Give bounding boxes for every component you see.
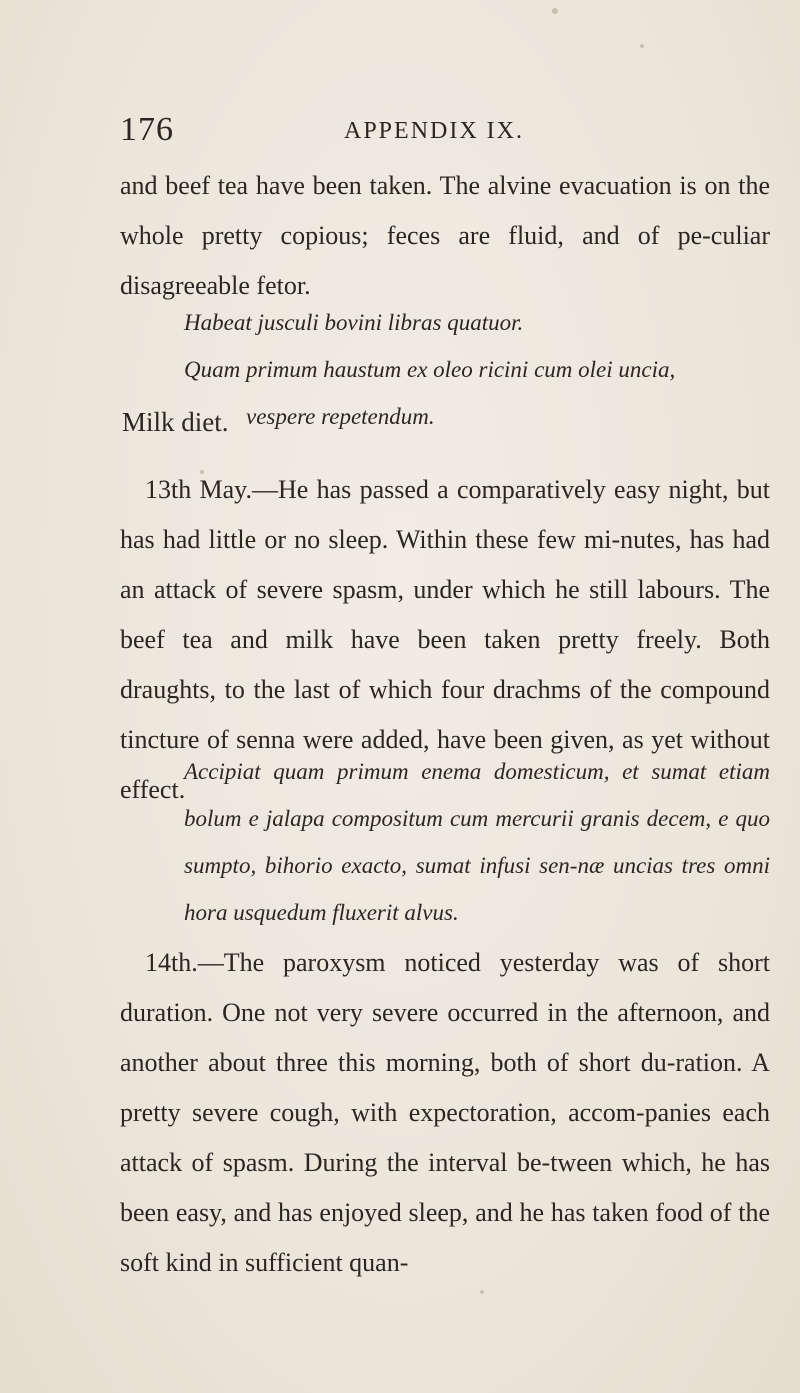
page-header [120, 108, 760, 152]
paragraph-1: and beef tea have been taken. The alvine evacuation is on the whole pretty copious; feces are fluid, and of pe-culiar disagreeable fetor. [120, 171, 770, 300]
section-heading: Milk diet. [122, 407, 229, 437]
prescription-2 [184, 748, 770, 936]
prescription-1 [184, 299, 770, 440]
prescription-1-line-1: Habeat jusculi bovini libras quatuor. [184, 310, 524, 335]
paper-spot [640, 44, 644, 48]
paragraph-2: 13th May.—He has passed a comparatively easy night, but has had little or no sleep. Within these few mi-nutes, has had an attack of severe spasm, under which he still labours. The beef tea and milk have been taken pretty freely. Both draughts, to the last of which four drachms of the compound tincture of senna were added, have been given, as yet without effect. [120, 475, 770, 804]
prescription-1-line-2: Quam primum haustum ex oleo ricini cum olei uncia, [184, 357, 676, 382]
page-number: 176 [120, 111, 174, 148]
prescription-2-text: Accipiat quam primum enema domesticum, et sumat etiam bolum e jalapa compositum cum mercurii granis decem, e quo sumpto, bihorio exacto, sumat infusi sen-næ uncias tres omni hora usquedum fluxerit alvus. [184, 759, 770, 925]
paper-spot [480, 1290, 484, 1294]
prescription-1-line-3: vespere repetendum. [246, 404, 435, 429]
paper-spot [552, 8, 558, 14]
paragraph-3: 14th.—The paroxysm noticed yesterday was of short duration. One not very severe occurred in the afternoon, and another about three this morning, both of short du-ration. A pretty severe cough, with expectoration, accom-panies each attack of spasm. During the interval be-tween which, he has been easy, and has enjoyed sleep, and he has taken food of the soft kind in sufficient quan- [120, 948, 770, 1277]
running-head: APPENDIX IX. [344, 118, 524, 144]
